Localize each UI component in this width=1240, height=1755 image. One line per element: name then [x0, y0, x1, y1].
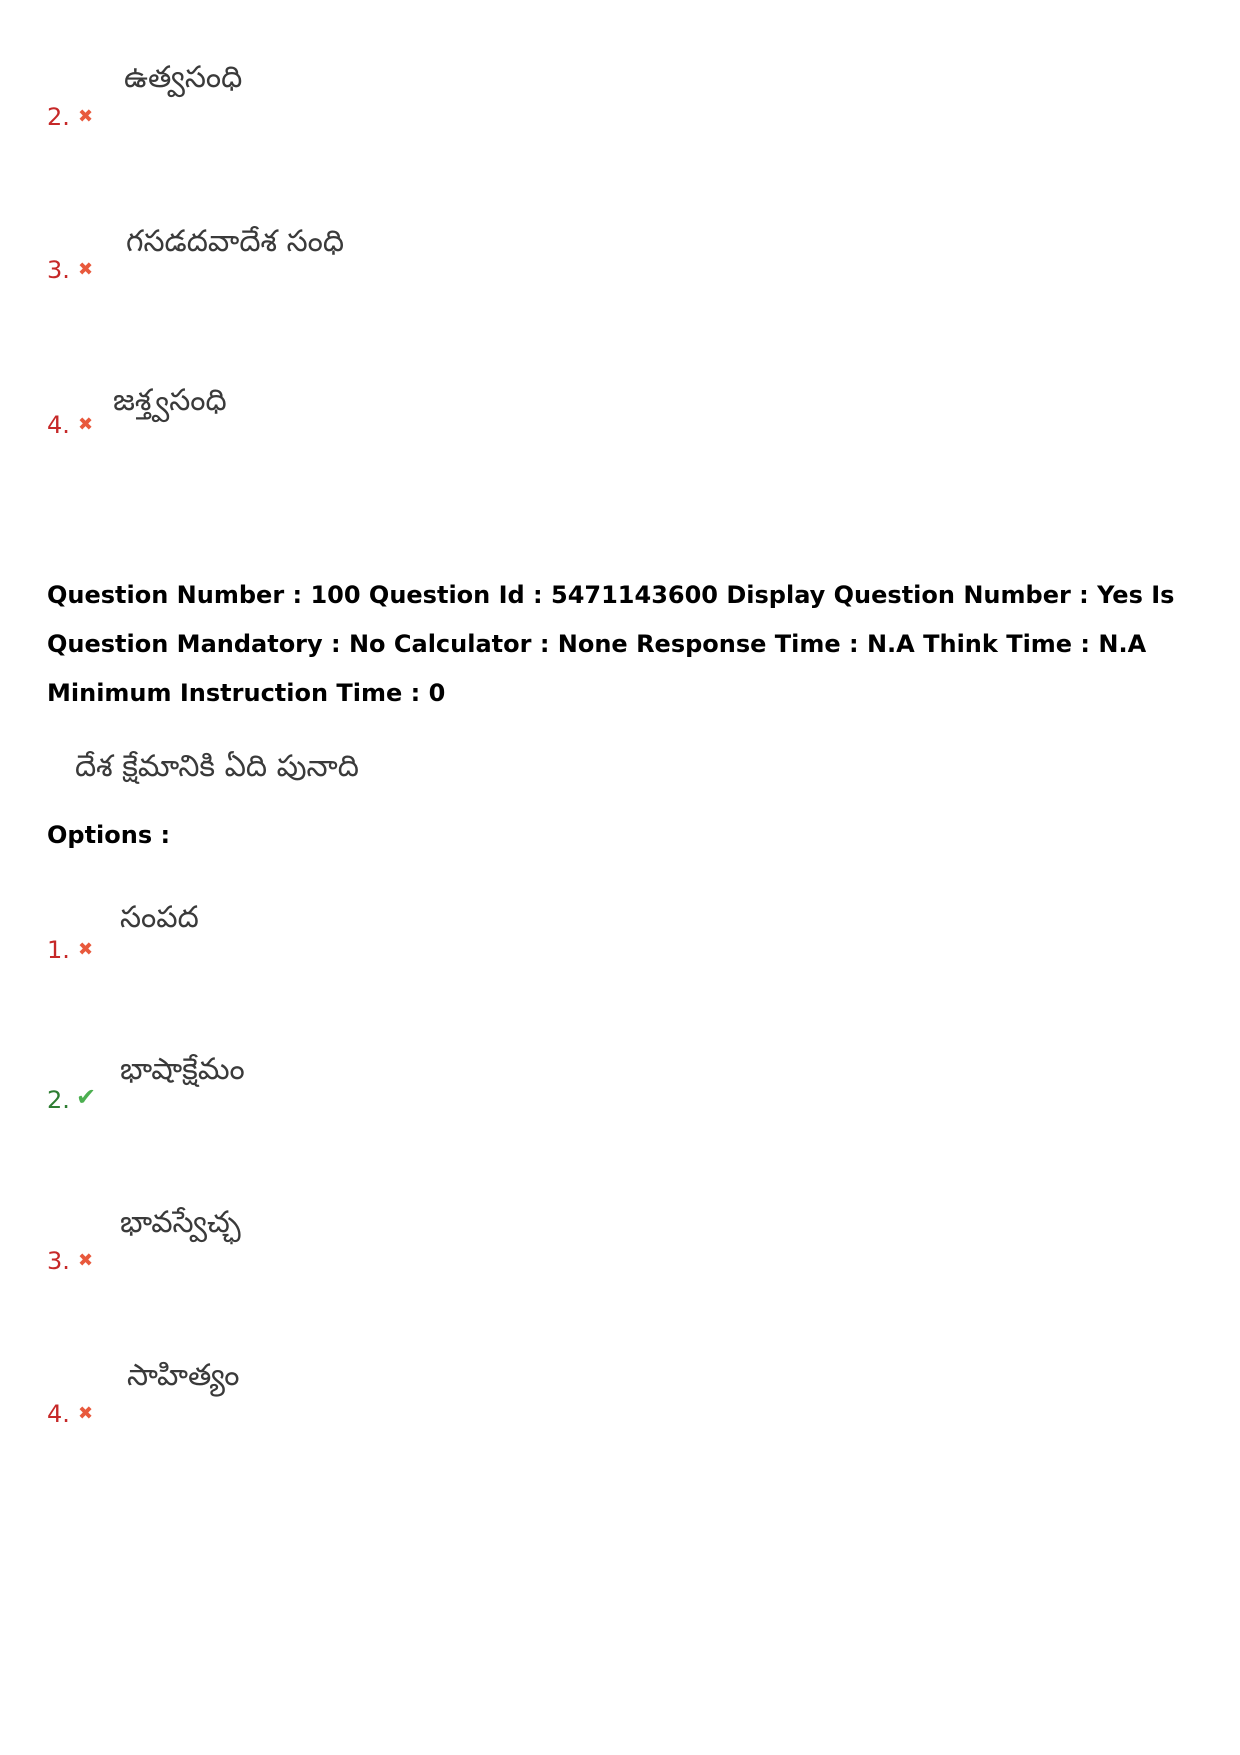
cross-icon: ✖	[78, 414, 94, 435]
option-text: సంపద	[120, 900, 199, 935]
prev-option-text: గసడదవాదేశ సంధి	[126, 224, 345, 259]
prev-option-number: 2.	[47, 103, 70, 131]
prev-option-number: 3.	[47, 256, 70, 284]
prev-option-number: 4.	[47, 411, 70, 439]
option-text: భావస్వేచ్ఛ	[120, 1205, 241, 1240]
cross-icon: ✖	[78, 1250, 94, 1271]
prev-option-text: జశ్త్వసంధి	[113, 383, 227, 418]
check-icon: ✔	[76, 1083, 97, 1111]
cross-icon: ✖	[78, 259, 94, 280]
option-text: భాషాక్షేమం	[120, 1052, 245, 1087]
cross-icon: ✖	[78, 106, 94, 127]
option-number: 4.	[47, 1400, 70, 1428]
options-label: Options :	[47, 821, 171, 849]
cross-icon: ✖	[78, 1403, 94, 1424]
cross-icon: ✖	[78, 939, 94, 960]
option-number: 1.	[47, 936, 70, 964]
prev-option-text: ఉత్వసంధి	[124, 60, 243, 95]
option-number: 2.	[47, 1086, 70, 1114]
option-text: సాహిత్యం	[127, 1358, 240, 1393]
question-text: దేశ క్షేమానికి ఏది పునాది	[75, 749, 359, 784]
question-meta: Question Number : 100 Question Id : 5471143600 Display Question Number : Yes Is Question Mandatory : No Calculator : None Response Time : N.A Think Time : N.A Minimum Instruction Time : 0	[47, 581, 1175, 707]
option-number: 3.	[47, 1247, 70, 1275]
